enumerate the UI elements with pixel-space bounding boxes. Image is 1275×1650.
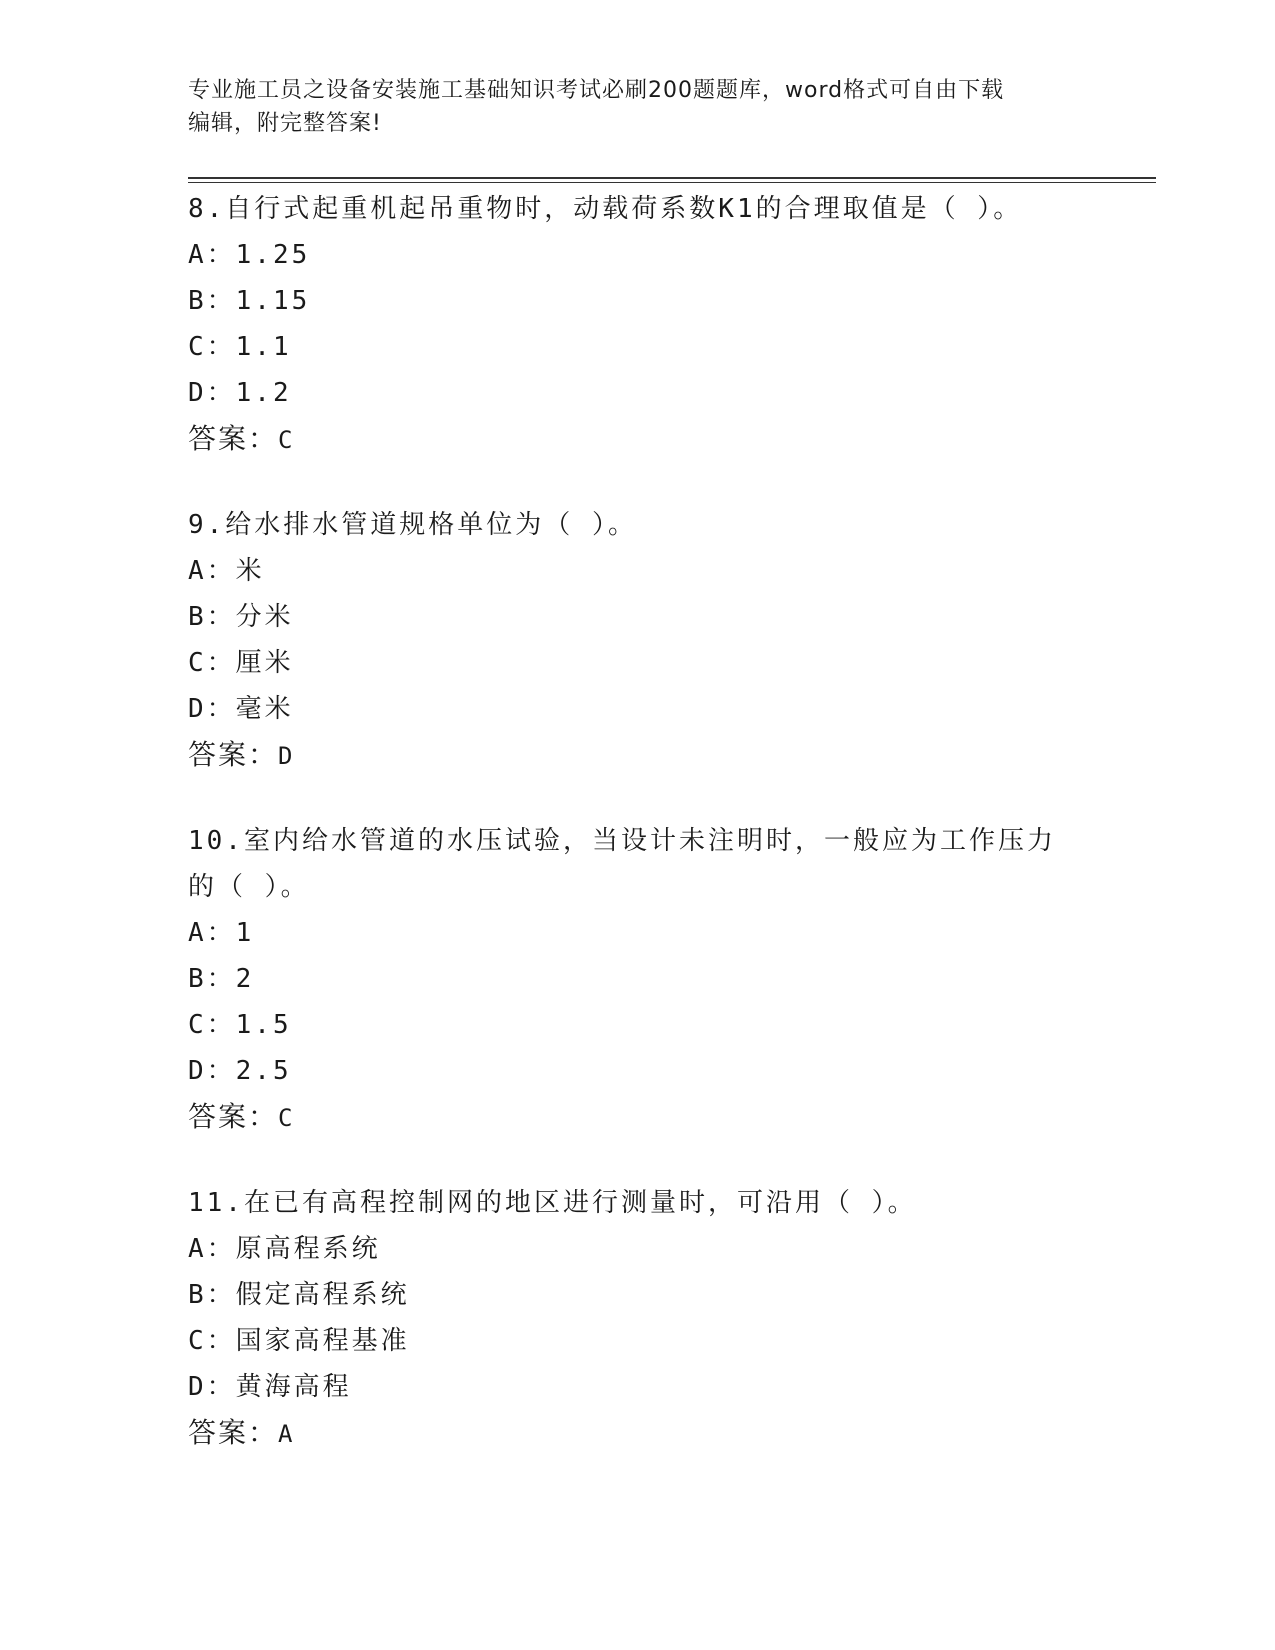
answer-value: C [278,1104,293,1132]
header-line-2: 编辑，附完整答案! [188,111,382,136]
option-d: D：2.5 [188,1056,292,1086]
option-c: C：1.5 [188,1010,292,1040]
question-stem: 10.室内给水管道的水压试验，当设计未注明时，一般应为工作压力的（ ）。 [188,826,1056,902]
question-stem: 9.给水排水管道规格单位为（ ）。 [188,510,637,540]
answer-label: 答案： [188,422,279,455]
option-a: A：原高程系统 [188,1234,381,1264]
answer-line [188,1410,1088,1456]
answer-line [188,416,1088,462]
header-line-1: 专业施工员之设备安装施工基础知识考试必刷200题题库，word格式可自由下载 [188,78,1005,103]
question-9 [188,502,1088,778]
option-a: A：米 [188,556,265,586]
answer-line [188,732,1088,778]
option-c: C：厘米 [188,648,294,678]
answer-value: C [278,426,293,454]
question-10 [188,818,1068,1140]
question-8 [188,186,1088,462]
question-11 [188,1180,1088,1456]
option-c: C：1.1 [188,332,292,362]
option-d: D：黄海高程 [188,1372,352,1402]
answer-line [188,1094,1068,1140]
answer-value: A [278,1420,293,1448]
question-stem: 8.自行式起重机起吊重物时，动载荷系数K1的合理取值是（ ）。 [188,194,1023,224]
option-b: B：1.15 [188,286,311,316]
answer-label: 答案： [188,1416,279,1449]
option-b: B：假定高程系统 [188,1280,410,1310]
answer-label: 答案： [188,738,279,771]
option-a: A：1.25 [188,240,311,270]
option-d: D：1.2 [188,378,292,408]
answer-label: 答案： [188,1100,279,1133]
question-stem: 11.在已有高程控制网的地区进行测量时，可沿用（ ）。 [188,1188,917,1218]
answer-value: D [278,742,293,770]
document-header [188,74,1068,140]
option-b: B：2 [188,964,255,994]
option-c: C：国家高程基准 [188,1326,410,1356]
option-d: D：毫米 [188,694,294,724]
header-divider-thick [188,177,1156,179]
option-a: A：1 [188,918,255,948]
option-b: B：分米 [188,602,294,632]
header-divider-thin [188,182,1156,183]
